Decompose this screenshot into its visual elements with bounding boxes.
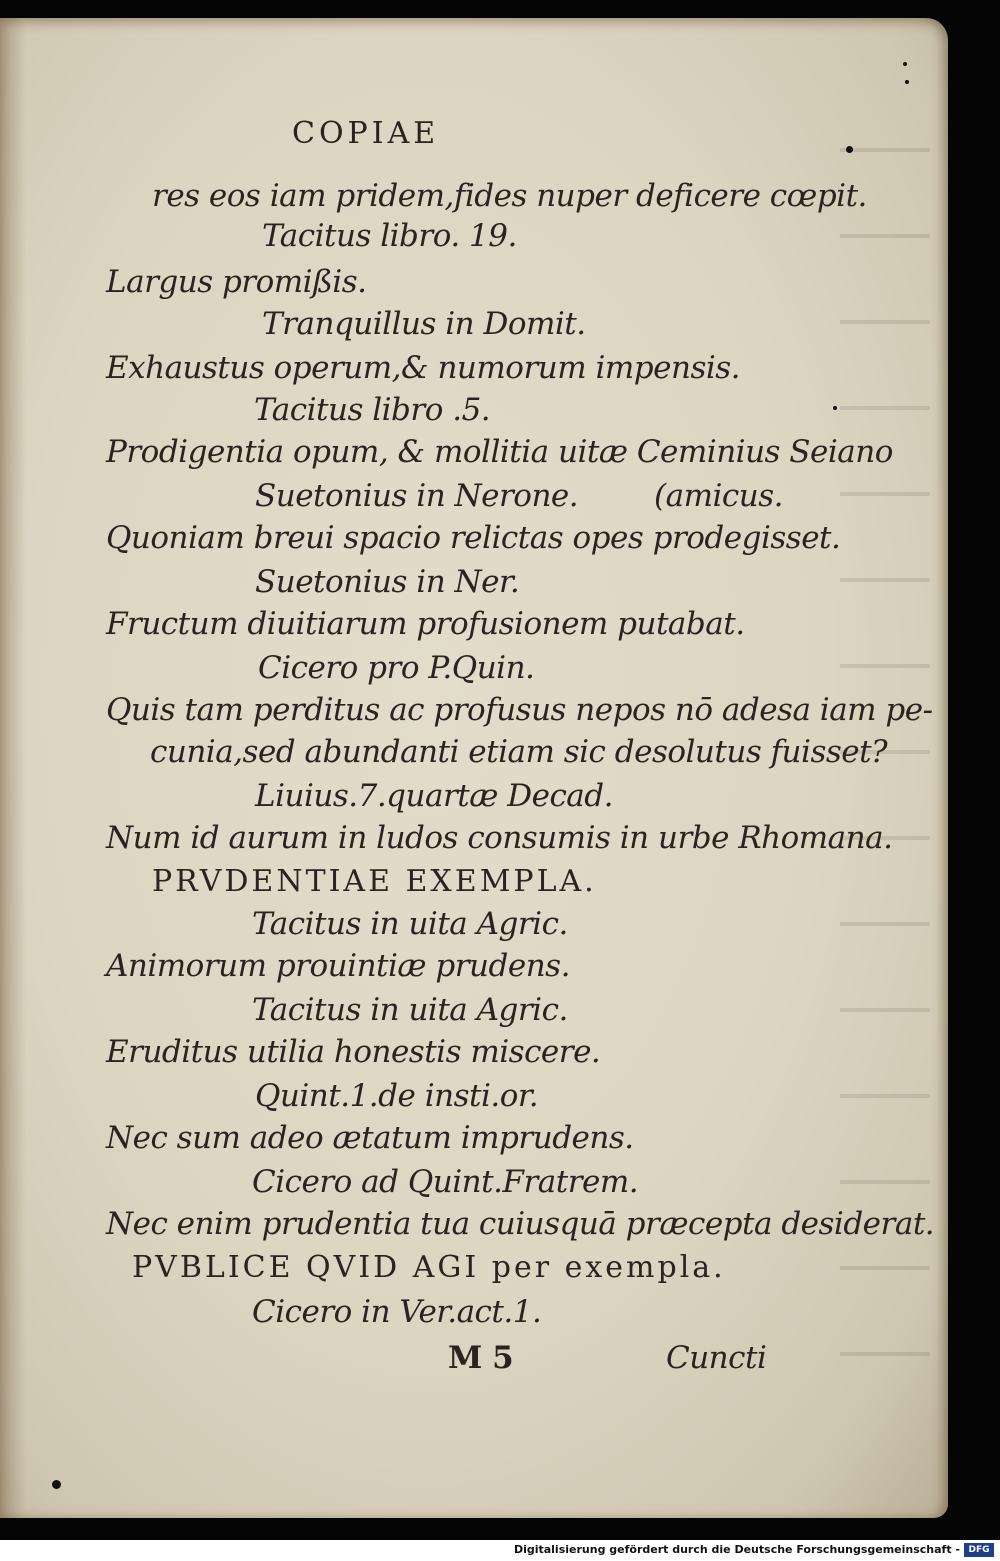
text-line: Num id aurum in ludos consumis in urbe Rhomana. xyxy=(106,820,893,856)
citation-line: Cicero ad Quint.Fratrem. xyxy=(252,1164,639,1200)
text-line: Quoniam breui spacio relictas opes prodegisset. xyxy=(106,520,841,556)
text-line: cunia,sed abundanti etiam sic desolutus fuisset? xyxy=(150,734,888,770)
citation-line: Quint.1.de insti.or. xyxy=(255,1078,539,1114)
running-header: COPIAE xyxy=(292,116,440,151)
text-line: Nec sum adeo ætatum imprudens. xyxy=(106,1120,634,1156)
citation-line: Suetonius in Ner. xyxy=(255,564,520,600)
book-page xyxy=(0,18,948,1518)
text-line: Eruditus utilia honestis miscere. xyxy=(106,1034,601,1070)
citation-line: Tacitus in uita Agric. xyxy=(252,906,568,942)
section-heading: PVBLICE QVID AGI per exempla. xyxy=(132,1250,726,1285)
section-heading: PRVDENTIAE EXEMPLA. xyxy=(152,864,597,899)
text-line: res eos iam pridem,fides nuper deficere cœpit. xyxy=(152,178,867,214)
citation-line: Tacitus libro .5. xyxy=(254,392,491,428)
signature-mark: M 5 xyxy=(448,1340,514,1376)
digitization-footer xyxy=(0,1540,1000,1561)
citation-line: Tacitus in uita Agric. xyxy=(252,992,568,1028)
text-line: Fructum diuitiarum profusionem putabat. xyxy=(106,606,745,642)
citation-line: Cicero in Ver.act.1. xyxy=(252,1294,542,1330)
turnover-text: (amicus. xyxy=(654,478,783,514)
speck xyxy=(833,406,837,410)
text-line: Exhaustus operum,& numorum impensis. xyxy=(106,350,741,386)
citation-line: Tacitus libro. 19. xyxy=(262,218,517,254)
citation-line: Liuius.7.quartæ Decad. xyxy=(255,778,613,814)
citation-line: Tranquillus in Domit. xyxy=(262,306,586,342)
citation-line: Suetonius in Nerone. xyxy=(255,478,579,514)
citation-line: Cicero pro P.Quin. xyxy=(258,650,535,686)
speck xyxy=(903,62,907,66)
text-line: Nec enim prudentia tua cuiusquā præcepta desiderat. xyxy=(106,1206,935,1242)
funding-credit: Digitalisierung gefördert durch die Deutsche Forschungsgemeinschaft - xyxy=(513,1543,960,1556)
text-line: Largus promißis. xyxy=(106,264,367,300)
text-line: Animorum prouintiæ prudens. xyxy=(106,948,570,984)
text-line: Prodigentia opum, & mollitia uitæ Ceminius Seiano xyxy=(106,434,893,470)
speck xyxy=(905,80,909,84)
text-line: Quis tam perditus ac profusus nepos nō adesa iam pe- xyxy=(106,692,933,728)
show-through-text xyxy=(840,78,930,1378)
speck xyxy=(846,146,853,153)
dfg-logo: DFG xyxy=(964,1543,994,1557)
speck xyxy=(52,1480,61,1489)
catchword: Cuncti xyxy=(666,1340,767,1376)
